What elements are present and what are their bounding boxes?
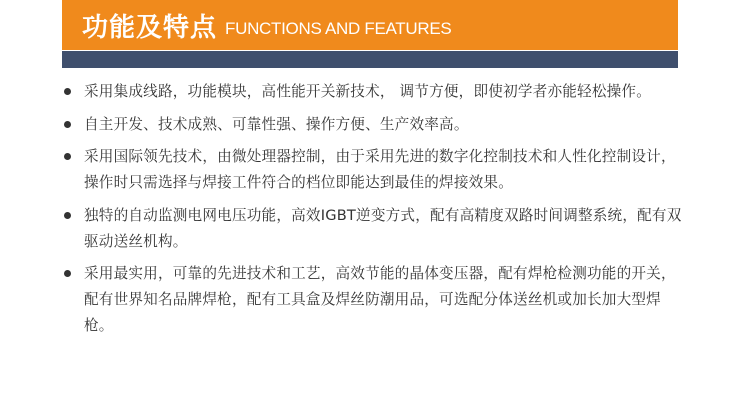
section-header (62, 0, 678, 50)
feature-item (62, 112, 682, 138)
feature-text: 采用最实用，可靠的先进技术和工艺，高效节能的晶体变压器，配有焊枪检测功能的开关，配有世界知名品牌焊枪，配有工具盒及焊丝防潮用品，可选配分体送丝机或加长加大型焊枪。 (84, 265, 676, 334)
section-title-english: FUNCTIONS AND FEATURES (225, 19, 452, 38)
bullet-icon (64, 212, 71, 219)
feature-text: 采用国际领先技术，由微处理器控制，由于采用先进的数字化控制技术和人性化控制设计，操作时只需选择与焊接工件符合的档位即能达到最佳的焊接效果。 (84, 148, 676, 191)
bullet-icon (64, 88, 71, 95)
section-title-chinese: 功能及特点 (82, 12, 218, 43)
feature-item (62, 79, 682, 105)
feature-item (62, 144, 682, 196)
bullet-icon (64, 153, 71, 160)
feature-list (62, 79, 682, 346)
feature-text: 独特的自动监测电网电压功能，高效IGBT逆变方式，配有高精度双路时间调整系统，配有双驱动送丝机构。 (84, 206, 682, 250)
feature-text: 自主开发、技术成熟、可靠性强、操作方便、生产效率高。 (84, 115, 469, 133)
header-divider-band (62, 51, 678, 68)
bullet-icon (64, 121, 71, 128)
feature-item (62, 261, 682, 339)
bullet-icon (64, 270, 71, 277)
feature-item (62, 203, 682, 255)
feature-text: 采用集成线路，功能模块，高性能开关新技术， 调节方便，即使初学者亦能轻松操作。 (84, 83, 652, 100)
